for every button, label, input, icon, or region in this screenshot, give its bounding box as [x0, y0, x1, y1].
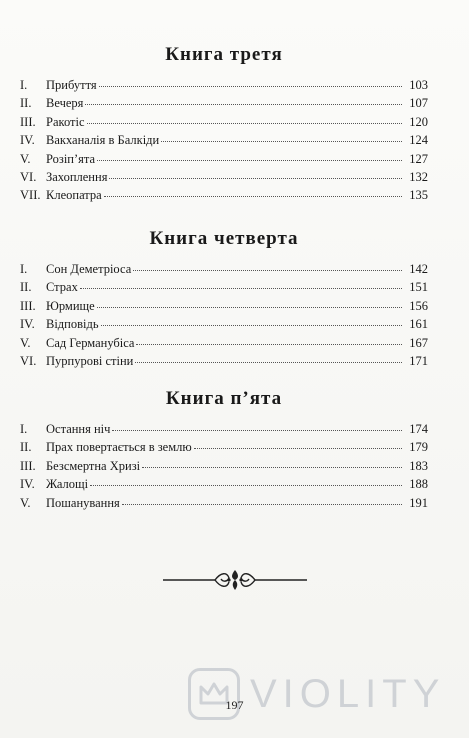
chapter-page-number: 171: [409, 353, 428, 368]
chapter-page-number: 124: [409, 133, 428, 148]
chapter-title: Страх: [46, 280, 78, 295]
toc-list: [20, 78, 428, 207]
chapter-number: I.: [20, 262, 28, 276]
chapter-page-number: 188: [409, 477, 428, 492]
chapter-page-number: 135: [409, 188, 428, 203]
chapter-number: III.: [20, 298, 36, 313]
chapter-page-number: 156: [409, 298, 428, 313]
section-title: Книга п’ята: [165, 388, 283, 409]
dot-leader: [136, 334, 402, 345]
chapter-number: IV.: [20, 133, 35, 148]
chapter-title: Вакханалія в Балкіди: [46, 133, 160, 148]
dot-leader: [97, 297, 402, 308]
toc-list: [20, 262, 428, 372]
chapter-number: II.: [20, 440, 32, 455]
toc-entry: [20, 354, 428, 372]
chapter-page-number: 174: [409, 422, 428, 436]
chapter-title: Розіп’ята: [46, 151, 96, 166]
chapter-title: Пошанування: [46, 495, 120, 510]
chapter-title: Сон Деметріоса: [46, 262, 132, 276]
chapter-title: Вечеря: [46, 96, 84, 111]
dot-leader: [101, 315, 402, 326]
dot-leader: [90, 475, 402, 486]
chapter-number: VI.: [20, 169, 37, 184]
chapter-page-number: 167: [409, 335, 428, 350]
toc-section-book-four: [20, 228, 428, 372]
chapter-title: Відповідь: [46, 317, 99, 332]
dot-leader: [97, 150, 402, 161]
toc-list: [20, 422, 428, 514]
section-title: Книга третя: [165, 44, 283, 65]
dot-leader: [112, 420, 402, 431]
toc-entry: [20, 496, 428, 514]
chapter-title: Прах повертається в землю: [46, 440, 192, 455]
chapter-page-number: 161: [409, 317, 428, 332]
chapter-title: Прибуття: [46, 78, 97, 92]
chapter-page-number: 151: [409, 280, 428, 295]
dot-leader: [142, 457, 402, 468]
chapter-number: III.: [20, 458, 36, 473]
dot-leader: [122, 494, 402, 505]
chapter-title: Ракотіс: [46, 114, 85, 129]
fleuron-ornament-icon: [163, 566, 307, 594]
chapter-page-number: 191: [409, 495, 428, 510]
dot-leader: [109, 168, 402, 179]
page-number: 197: [225, 698, 244, 712]
dot-leader: [194, 438, 402, 449]
chapter-page-number: 107: [409, 96, 428, 111]
dot-leader: [87, 113, 402, 124]
dot-leader: [133, 260, 402, 271]
chapter-page-number: 103: [409, 78, 428, 92]
chapter-number: II.: [20, 280, 32, 295]
chapter-title: Пурпурові стіни: [46, 353, 134, 368]
chapter-title: Сад Германубіса: [46, 335, 135, 350]
chapter-number: I.: [20, 422, 28, 436]
toc-section-book-three: [20, 44, 428, 207]
chapter-page-number: 127: [409, 151, 428, 166]
chapter-number: I.: [20, 78, 28, 92]
chapter-title: Захоплення: [46, 169, 108, 184]
dot-leader: [161, 131, 402, 142]
chapter-number: III.: [20, 114, 36, 129]
chapter-number: V.: [20, 335, 31, 350]
chapter-number: II.: [20, 96, 32, 111]
chapter-number: V.: [20, 495, 31, 510]
chapter-title: Клеопатра: [46, 188, 102, 203]
dot-leader: [80, 278, 402, 289]
chapter-title: Юрмище: [46, 298, 95, 313]
chapter-page-number: 142: [409, 262, 428, 276]
chapter-page-number: 120: [409, 114, 428, 129]
dot-leader: [99, 76, 402, 87]
chapter-page-number: 179: [409, 440, 428, 455]
chapter-page-number: 183: [409, 458, 428, 473]
dot-leader: [85, 94, 402, 105]
chapter-number: V.: [20, 151, 31, 166]
dot-leader: [104, 186, 402, 197]
chapter-number: IV.: [20, 317, 35, 332]
watermark-text: VIOLITY: [250, 672, 446, 716]
section-title: Книга четверта: [149, 228, 299, 249]
chapter-title: Жалощі: [46, 477, 89, 492]
toc-entry: [20, 188, 428, 206]
chapter-title: Остання ніч: [46, 422, 111, 436]
chapter-number: VI.: [20, 353, 37, 368]
dot-leader: [135, 352, 402, 363]
toc-section-book-five: [20, 388, 428, 514]
chapter-page-number: 132: [409, 169, 428, 184]
chapter-title: Безсмертна Хризі: [46, 458, 141, 473]
chapter-number: IV.: [20, 477, 35, 492]
chapter-number: VII.: [20, 188, 41, 203]
